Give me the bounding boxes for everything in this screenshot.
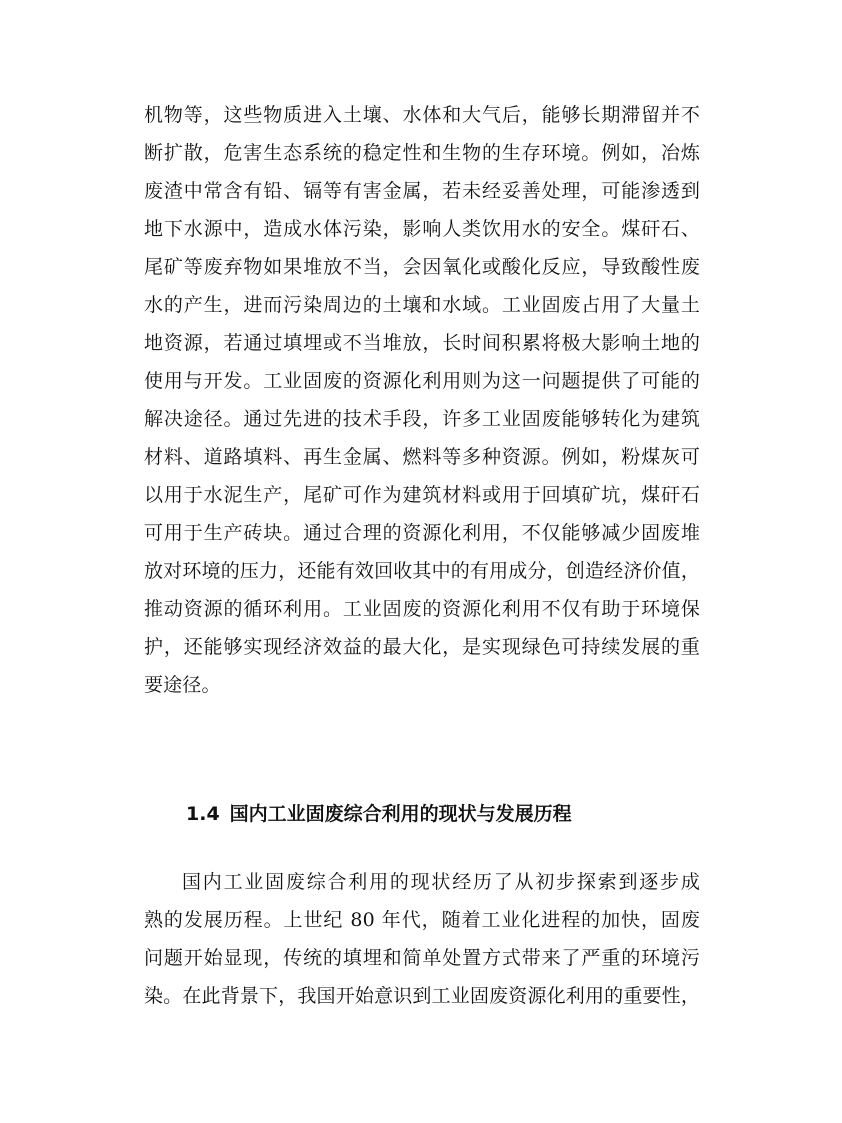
paragraph-line: 材料、道路填料、再生金属、燃料等多种资源。例如，粉煤灰可 [144,446,700,468]
paragraph-line: 可用于生产砖块。通过合理的资源化利用，不仅能够减少固废堆 [144,522,700,544]
section-heading [186,799,572,829]
body-paragraph-solid-waste-hazards [144,96,700,704]
paragraph-line-last: 要途径。 [144,674,221,696]
body-paragraph-development-history [144,863,700,1015]
paragraph-line: 地下水源中，造成水体污染，影响人类饮用水的安全。煤矸石、 [144,218,700,240]
paragraph-line: 机物等，这些物质进入土壤、水体和大气后，能够长期滞留并不 [144,104,700,126]
paragraph-line: 使用与开发。工业固废的资源化利用则为这一问题提供了可能的 [144,370,700,392]
paragraph-line: 放对环境的压力，还能有效回收其中的有用成分，创造经济价值， [144,560,700,582]
section-title: 国内工业固废综合利用的现状与发展历程 [229,803,572,825]
paragraph-line: 断扩散，危害生态系统的稳定性和生物的生存环境。例如，冶炼 [144,142,700,164]
paragraph-line: 推动资源的循环利用。工业固废的资源化利用不仅有助于环境保 [144,598,700,620]
paragraph-line: 问题开始显现，传统的填埋和简单处置方式带来了严重的环境污 [144,947,700,969]
paragraph-line: 水的产生，进而污染周边的土壤和水域。工业固废占用了大量土 [144,294,700,316]
paragraph-line-first: 国内工业固废综合利用的现状经历了从初步探索到逐步成 [182,871,700,893]
paragraph-line: 以用于水泥生产，尾矿可作为建筑材料或用于回填矿坑，煤矸石 [144,484,700,506]
section-number: 1.4 [186,803,220,825]
paragraph-line: 护，还能够实现经济效益的最大化，是实现绿色可持续发展的重 [144,636,700,658]
paragraph-line: 地资源，若通过填埋或不当堆放，长时间积累将极大影响土地的 [144,332,700,354]
paragraph-line: 解决途径。通过先进的技术手段，许多工业固废能够转化为建筑 [144,408,700,430]
paragraph-line: 染。在此背景下，我国开始意识到工业固废资源化利用的重要性， [144,985,700,1007]
paragraph-line: 废渣中常含有铅、镉等有害金属，若未经妥善处理，可能渗透到 [144,180,700,202]
paragraph-line: 尾矿等废弃物如果堆放不当，会因氧化或酸化反应，导致酸性废 [144,256,700,278]
paragraph-line: 熟的发展历程。上世纪 80 年代，随着工业化进程的加快，固废 [144,909,700,931]
